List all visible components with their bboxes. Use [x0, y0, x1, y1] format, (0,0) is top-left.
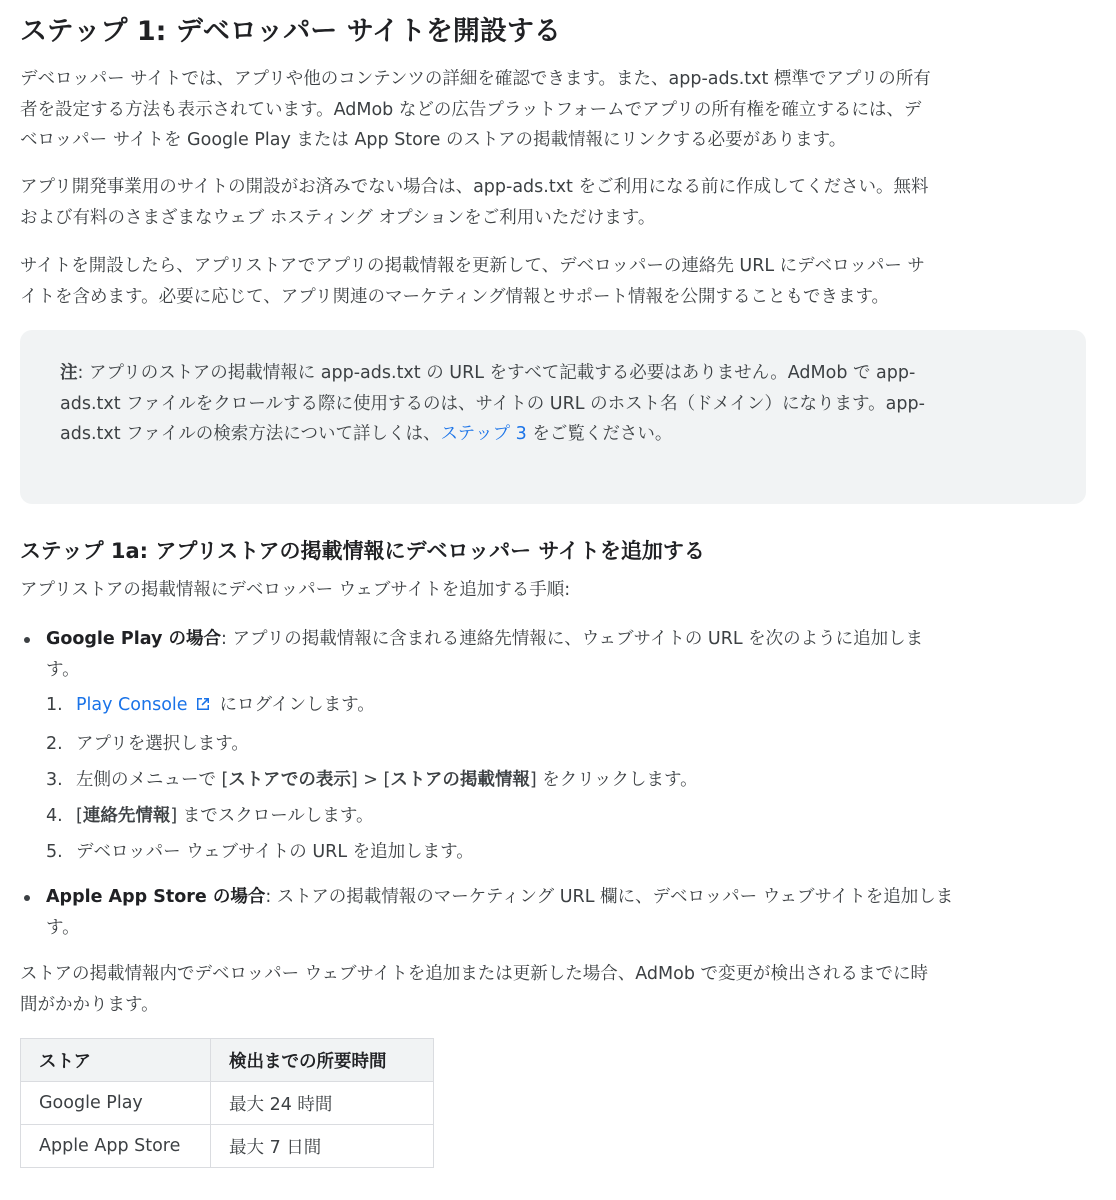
- note-text: [60, 358, 1046, 450]
- bullet-text: : アプリの掲載情報に含まれる連絡先情報に、ウェブサイトの URL を次のように追加しま: [221, 629, 924, 649]
- step-number: 5.: [46, 842, 63, 862]
- paragraph-line: 間がかかります。: [20, 994, 159, 1015]
- page-title: ステップ 1: デベロッパー サイトを開設する: [20, 16, 561, 47]
- note-callout: [20, 330, 1086, 504]
- paragraph-line: デベロッパー サイトでは、アプリや他のコンテンツの詳細を確認できます。また、app-ads.txt 標準でアプリの所有: [20, 69, 931, 89]
- note-line-text: をご覧ください。: [526, 424, 673, 444]
- table-header: ストア: [21, 1039, 211, 1082]
- note-line: ads.txt ファイルをクロールする際に使用するのは、サイトの URL のホスト名（ドメイン）になります。app-: [60, 393, 925, 414]
- step-text: デベロッパー ウェブサイトの URL を追加します。: [76, 842, 474, 862]
- paragraph-line: ストアの掲載情報内でデベロッパー ウェブサイトを追加または更新した場合、AdMob で変更が検出されるまでに時: [20, 964, 929, 984]
- step-number: 2.: [46, 734, 63, 754]
- note-line-text: : アプリのストアの掲載情報に app-ads.txt の URL をすべて記載する必要はありません。AdMob で app-: [77, 363, 916, 383]
- step-text: にログインします。: [219, 695, 375, 715]
- note-label: 注: [60, 363, 78, 383]
- list-item: [46, 798, 698, 834]
- table-cell: 最大 24 時間: [211, 1082, 434, 1125]
- bullet-line: [46, 882, 1090, 913]
- section-heading: ステップ 1a: アプリストアの掲載情報にデベロッパー サイトを追加する: [20, 539, 705, 563]
- google-play-label: Google Play の場合: [46, 629, 221, 649]
- step-text: ] > [: [350, 770, 391, 790]
- table-row: [21, 1125, 434, 1168]
- steps-intro: [20, 575, 1086, 606]
- menu-item-name: ストアの掲載情報: [390, 770, 530, 790]
- list-item: [20, 624, 1090, 685]
- step-text: ] までスクロールします。: [170, 806, 374, 826]
- google-play-steps: [46, 687, 698, 870]
- table-row: [21, 1082, 434, 1125]
- list-item: [20, 882, 1090, 943]
- paragraph-line: アプリ開発事業用のサイトの開設がお済みでない場合は、app-ads.txt をご利用になる前に作成してください。無料: [20, 177, 929, 197]
- bullet-line: [46, 624, 1090, 655]
- paragraph-line: イトを含めます。必要に応じて、アプリ関連のマーケティング情報とサポート情報を公開することもできます。: [20, 286, 890, 307]
- play-console-link[interactable]: Play Console: [76, 695, 188, 715]
- step-number: 4.: [46, 806, 63, 826]
- step-number: 1.: [46, 695, 63, 715]
- menu-item-name: 連絡先情報: [82, 806, 171, 826]
- external-link-icon[interactable]: [194, 690, 212, 726]
- step-text: ] をクリックします。: [529, 770, 698, 790]
- table-cell: Apple App Store: [21, 1125, 211, 1168]
- step-text: 左側のメニューで [: [76, 770, 229, 790]
- site-setup-paragraph: [20, 172, 1086, 233]
- table-header-row: [21, 1039, 434, 1082]
- paragraph-line: および有料のさまざまなウェブ ホスティング オプションをご利用いただけます。: [20, 207, 656, 228]
- detection-time-table: [20, 1038, 434, 1168]
- apple-bullet: [20, 882, 1090, 943]
- list-item: [46, 762, 698, 798]
- step-3-link[interactable]: ステップ 3: [440, 424, 527, 444]
- step-number: 3.: [46, 770, 63, 790]
- apple-label: Apple App Store の場合: [46, 887, 266, 907]
- list-item: [46, 687, 698, 726]
- paragraph-line: 者を設定する方法も表示されています。AdMob などの広告プラットフォームでアプリの所有権を確立するには、デ: [20, 99, 922, 120]
- google-play-bullet: [20, 624, 1090, 685]
- bullet-icon: [24, 637, 30, 643]
- paragraph-line: ベロッパー サイトを Google Play または App Store のストアの掲載情報にリンクする必要があります。: [20, 130, 847, 150]
- bullet-text: : ストアの掲載情報のマーケティング URL 欄に、デベロッパー ウェブサイトを追加しま: [265, 887, 954, 907]
- steps-intro-text: アプリストアの掲載情報にデベロッパー ウェブサイトを追加する手順:: [20, 580, 571, 600]
- note-line: [60, 419, 1046, 450]
- paragraph-line: サイトを開設したら、アプリストアでアプリの掲載情報を更新して、デベロッパーの連絡先 URL にデベロッパー サ: [20, 256, 925, 276]
- detection-paragraph: [20, 959, 1086, 1020]
- note-line-text: ads.txt ファイルの検索方法について詳しくは、: [60, 424, 441, 444]
- step-text: アプリを選択します。: [76, 734, 249, 754]
- table-cell: 最大 7 日間: [211, 1125, 434, 1168]
- bullet-line: す。: [46, 659, 80, 680]
- update-listing-paragraph: [20, 251, 1086, 312]
- intro-paragraph: [20, 64, 1086, 156]
- list-item: [46, 726, 698, 762]
- step-text: [: [76, 806, 83, 826]
- list-item: [46, 834, 698, 870]
- note-line: [60, 358, 1046, 389]
- table-cell: Google Play: [21, 1082, 211, 1125]
- bullet-line: す。: [46, 917, 80, 938]
- bullet-icon: [24, 895, 30, 901]
- table-header: 検出までの所要時間: [211, 1039, 434, 1082]
- menu-item-name: ストアでの表示: [228, 770, 351, 790]
